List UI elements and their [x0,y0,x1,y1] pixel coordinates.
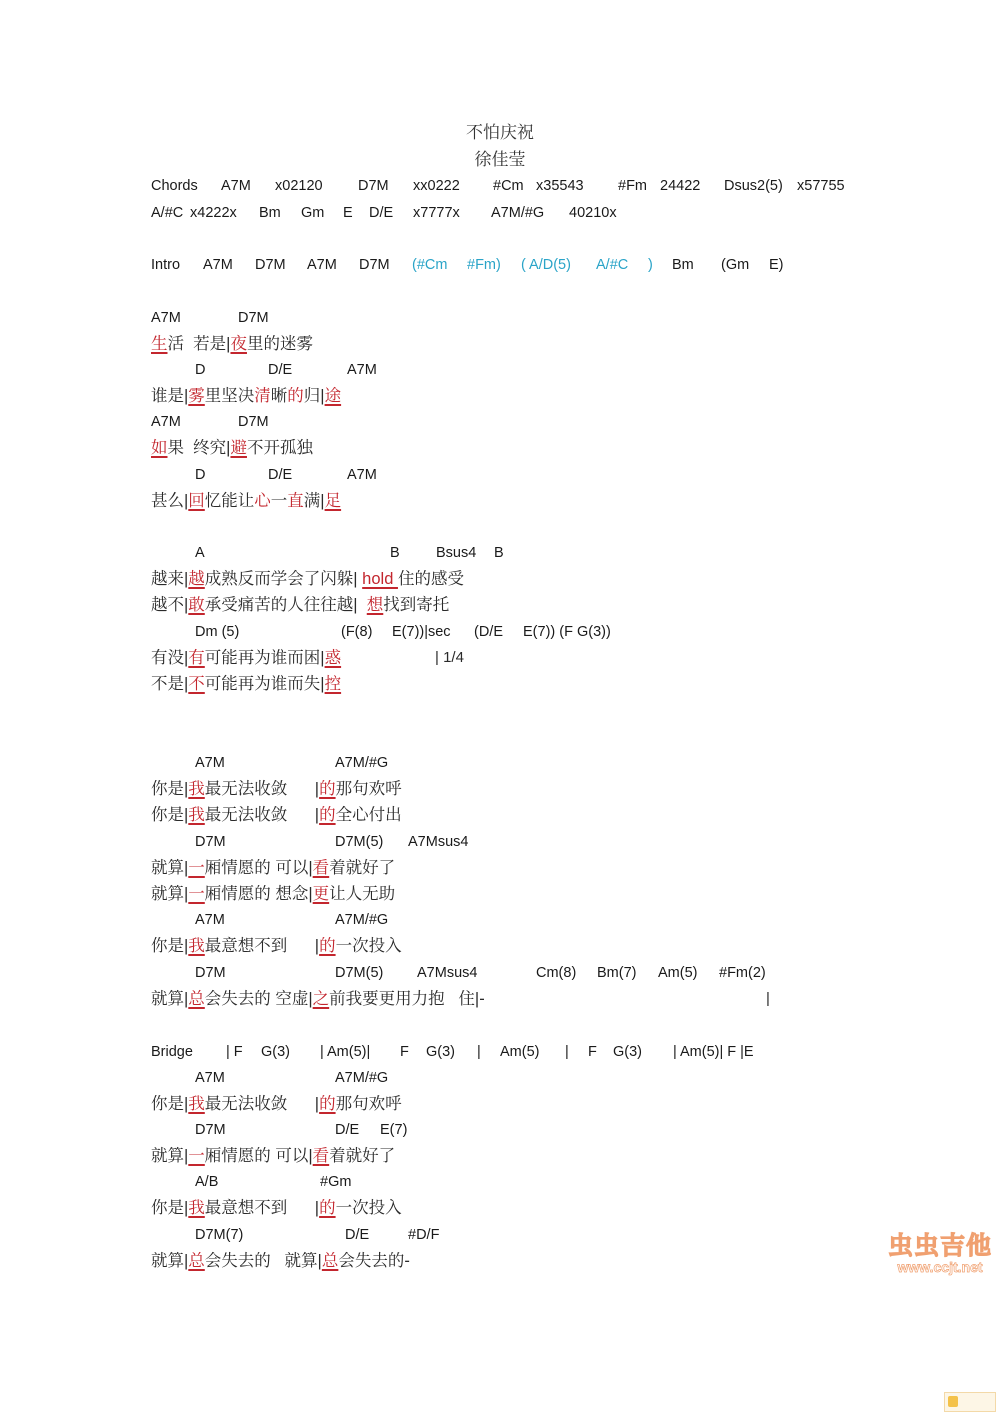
lyric-text: 最无法收敛 | [204,780,320,798]
highlighted-lyric: 直 [287,492,304,510]
lyric-line [151,385,341,407]
chord-label: D7M [359,257,390,273]
bar-marker: | 1/4 [435,649,464,666]
chord-label: Dm (5) [195,624,240,640]
lyric-text: 就算| [151,859,189,877]
lyric-text: 最意想不到 | [204,937,320,955]
highlighted-lyric: 总 [321,1252,339,1270]
chord-label: D/E [268,362,293,378]
chord-label: E [343,205,353,221]
lyric-line [151,490,341,512]
lyric-text: 果 终究| [167,439,231,457]
lyric-line [151,935,402,957]
bar-marker: | [766,990,770,1007]
chord-label: D7M [195,834,226,850]
highlighted-lyric: 生 [151,335,168,353]
chord-label: G(3) [613,1044,642,1060]
highlighted-lyric: 我 [188,806,205,824]
chord-label: A7M [221,178,251,194]
chord-label: (Gm [721,257,750,273]
lyric-text: 让人无助 [329,885,396,903]
watermark-url: www.ccjt.net [897,1259,983,1275]
chord-label: D/E [268,467,293,483]
chord-label: x4222x [190,205,237,221]
chord-label: A/#C [151,205,184,221]
chord-label: | F [226,1044,243,1060]
chord-label: D7M [238,310,269,326]
chord-label: A7M/#G [335,755,389,771]
lyric-text: 里的迷雾 [246,335,313,353]
lyric-text: 忆能让 [204,492,255,510]
chord-label: D7M [255,257,286,273]
lyric-text: 越来| [151,570,189,588]
chord-label: A7M [151,414,181,430]
chord-label: Intro [151,257,181,273]
lyric-text: 前我要更用力抱 住|- [329,990,485,1008]
lyric-line [151,647,464,669]
lyric-line [151,594,449,616]
chord-label: E(7) [380,1122,408,1138]
lyric-text: 承受痛苦的人往往越| [204,596,367,614]
lyric-text: 最意想不到 | [204,1199,320,1217]
chord-label: Gm [301,205,325,221]
chord-label: D7M(5) [335,834,384,850]
highlighted-lyric: 心 [254,492,271,510]
chord-label: A7M [203,257,233,273]
lyric-line [151,1197,402,1219]
lyric-text: 着就好了 [329,1147,396,1165]
highlighted-lyric: 更 [312,885,330,903]
lyric-line [151,1093,402,1115]
song-title: 不怕庆祝 [466,123,534,142]
chord-label: A7M/#G [491,205,545,221]
lyric-line [151,857,395,879]
chord-label: B [494,545,504,561]
highlighted-lyric: hold [362,570,398,588]
highlighted-lyric: 有 [188,649,205,667]
highlighted-lyric: 的 [319,1199,336,1217]
highlighted-lyric: 途 [324,387,342,405]
chord-label: (F(8) [341,624,373,640]
highlighted-lyric: 不 [188,675,205,693]
lyric-text: 不是| [151,675,189,693]
lyric-text: 找到寄托 [383,596,450,614]
chord-label: | [477,1044,481,1060]
chord-label: xx0222 [413,178,460,194]
chord-label: ) [648,257,653,273]
lyric-text: 你是| [151,1095,189,1113]
chord-label: A/#C [596,257,629,273]
lyric-text: 会失去的 空虚| [204,990,313,1008]
highlighted-lyric: 的 [319,1095,336,1113]
chord-label: E(7)) (F G(3)) [523,624,611,640]
lyric-text: 住的感受 [397,570,464,588]
chord-label: A7M [195,912,225,928]
highlighted-lyric: 夜 [230,335,247,353]
chord-label: F [400,1044,409,1060]
chord-label: A7Msus4 [417,965,478,981]
lyric-line [151,1250,410,1272]
lyric-text: 最无法收敛 | [204,806,320,824]
chord-label: #Fm(2) [719,965,766,981]
chord-label: A7M [151,310,181,326]
highlighted-lyric: 我 [188,1199,205,1217]
lyric-text: 就算| [151,1147,189,1165]
lyric-text: 就算| [151,1252,189,1270]
lyric-text: 活 若是| [167,335,231,353]
chord-label: D7M(5) [335,965,384,981]
chord-label: A [195,545,205,561]
chord-label: Am(5) [500,1044,540,1060]
chord-label: D [195,362,206,378]
lyric-text: 可能再为谁而失| [204,675,325,693]
highlighted-lyric: 如 [151,439,168,457]
chord-label: A/B [195,1174,219,1190]
lyric-line [151,437,313,459]
lyric-text: 就算| [151,885,189,903]
watermark-name: 虫虫吉他 [888,1232,993,1260]
lyric-text: 你是| [151,780,189,798]
highlighted-lyric: 一 [188,1147,205,1165]
lyric-text: 里坚决 [204,387,255,405]
highlighted-lyric: 足 [324,492,342,510]
corner-badge-icon [944,1392,996,1412]
lyric-text: 不开孤独 [246,439,313,457]
lyric-text: 谁是| [151,387,189,405]
lyric-line [151,568,464,590]
highlighted-lyric: 看 [312,1147,330,1165]
chord-label: E(7))|sec [392,624,451,640]
chord-label: Cm(8) [536,965,577,981]
chord-label: 40210x [569,205,617,221]
lyric-text: 越不| [151,596,189,614]
chord-label: Bridge [151,1044,193,1060]
chord-label: G(3) [261,1044,290,1060]
lyric-text: 你是| [151,1199,189,1217]
lyric-text: 厢情愿的 可以| [204,859,313,877]
chord-label: Bsus4 [436,545,477,561]
chord-label: G(3) [426,1044,455,1060]
highlighted-lyric: 控 [324,675,342,693]
lyric-text: 那句欢呼 [335,1095,402,1113]
highlighted-lyric: 敢 [188,596,205,614]
lyric-text: 一 [270,492,288,510]
chord-label: Bm [672,257,694,273]
chord-label: x7777x [413,205,460,221]
chord-label: D/E [335,1122,360,1138]
chord-label: A7M [347,467,377,483]
chord-label: #Gm [320,1174,352,1190]
chord-label: (#Cm [412,257,448,273]
chord-label: #Fm [618,178,647,194]
highlighted-lyric: 的 [287,387,304,405]
lyric-text: 最无法收敛 | [204,1095,320,1113]
highlighted-lyric: 一 [188,859,205,877]
chord-label: #Cm [493,178,524,194]
lyric-text: 甚么| [151,492,189,510]
lyric-text: 归| [303,387,325,405]
highlighted-lyric: 清 [254,387,271,405]
lyric-text: 厢情愿的 可以| [204,1147,313,1165]
watermark-logo [888,1232,992,1274]
lyric-text: 满| [303,492,325,510]
lyric-text: 有没| [151,649,189,667]
chord-label: E) [769,257,784,273]
chord-label: D/E [345,1227,370,1243]
lyric-text: 一次投入 [335,1199,402,1217]
lyric-text: 会失去的 就算| [204,1252,322,1270]
chord-label: A7Msus4 [408,834,469,850]
chord-label: A7M [195,755,225,771]
highlighted-lyric: 雾 [188,387,205,405]
highlighted-lyric: 回 [188,492,205,510]
highlighted-lyric: 之 [312,990,330,1008]
chord-label: #Fm) [467,257,501,273]
highlighted-lyric: 我 [188,780,205,798]
highlighted-lyric: 我 [188,937,205,955]
lyric-text: 会失去的- [338,1252,410,1270]
lyric-text: 晰 [270,387,288,405]
chord-label: x35543 [536,178,584,194]
chord-label: F [588,1044,597,1060]
chord-label: 24422 [660,178,701,194]
chord-label: Bm [259,205,281,221]
lyric-text: 全心付出 [335,806,402,824]
highlighted-lyric: 一 [188,885,205,903]
chord-label: A7M/#G [335,1070,389,1086]
lyric-line [151,673,341,695]
highlighted-lyric: 想 [366,596,384,614]
chord-label: ( A/D(5) [521,257,571,273]
chord-label: Am(5) [658,965,698,981]
highlighted-lyric: 我 [188,1095,205,1113]
lyric-line [151,988,770,1010]
chord-label: D7M [195,1122,226,1138]
chord-label: D7M [238,414,269,430]
chord-label: A7M [195,1070,225,1086]
chord-label: x02120 [275,178,323,194]
highlighted-lyric: 的 [319,780,336,798]
highlighted-lyric: 的 [319,937,336,955]
chord-label: Dsus2(5) [724,178,783,194]
artist-name: 徐佳莹 [474,150,526,169]
lyric-text: 着就好了 [329,859,396,877]
chord-label: B [390,545,400,561]
chord-label: D/E [369,205,394,221]
highlighted-lyric: 看 [312,859,330,877]
chord-label: Chords [151,178,198,194]
lyric-text: 一次投入 [335,937,402,955]
chord-label: D7M [358,178,389,194]
lyric-line [151,804,402,826]
chord-label: Bm(7) [597,965,637,981]
lyric-text: 厢情愿的 想念| [204,885,313,903]
lyric-line [151,333,313,355]
highlighted-lyric: 避 [230,439,247,457]
chord-label: | [565,1044,569,1060]
chord-label: A7M [347,362,377,378]
chord-label: A7M/#G [335,912,389,928]
chord-label: D7M(7) [195,1227,244,1243]
highlighted-lyric: 惑 [324,649,342,667]
highlighted-lyric: 越 [188,570,205,588]
chord-label: (D/E [474,624,503,640]
chord-label: #D/F [408,1227,440,1243]
chord-label: | Am(5)| F |E [673,1044,754,1060]
chord-label: A7M [307,257,337,273]
lyric-text: 你是| [151,937,189,955]
highlighted-lyric: 总 [188,990,205,1008]
lyric-text: 可能再为谁而困| [204,649,325,667]
chord-label: D7M [195,965,226,981]
highlighted-lyric: 总 [188,1252,205,1270]
lyric-line [151,778,402,800]
lyric-text: 你是| [151,806,189,824]
chord-label: x57755 [797,178,845,194]
lyric-text: 就算| [151,990,189,1008]
lyric-line [151,883,395,905]
chord-label: | Am(5)| [320,1044,371,1060]
lyric-line [151,1145,395,1167]
chord-label: D [195,467,206,483]
highlighted-lyric: 的 [319,806,336,824]
lyric-text: 那句欢呼 [335,780,402,798]
lyric-text: 成熟反而学会了闪躲| [204,570,363,588]
